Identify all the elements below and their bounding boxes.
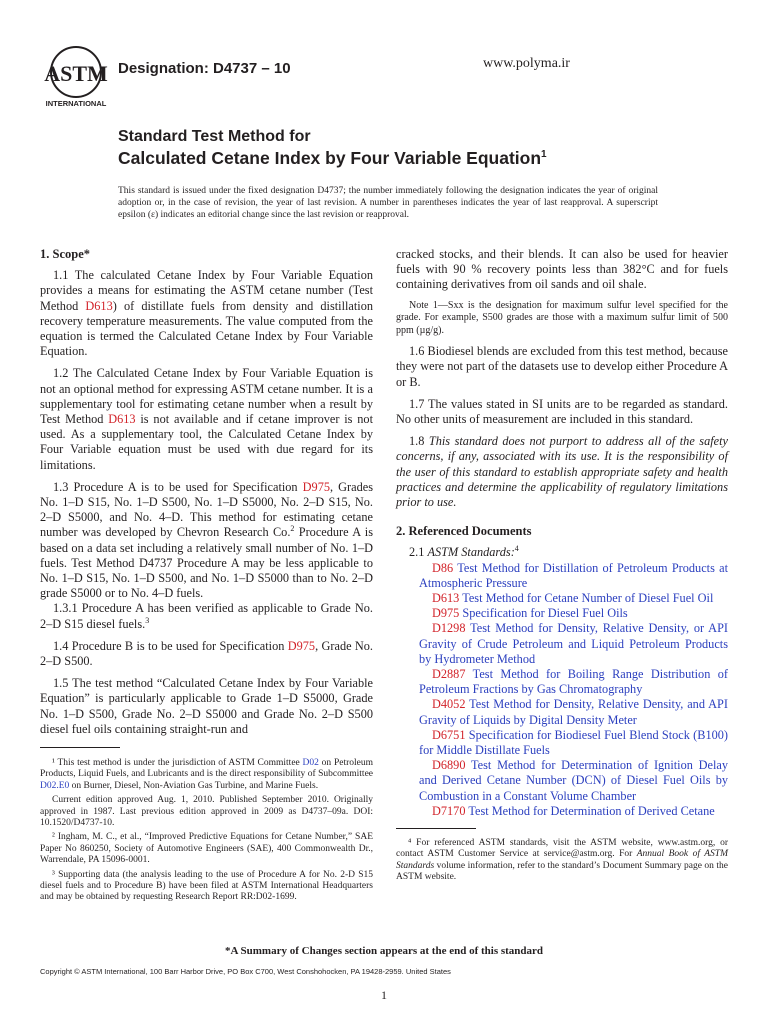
reference-item[interactable]: D4052 Test Method for Density, Relative Density, and API Gravity of Liquids by Digital Density Meter (419, 697, 728, 727)
title-line-2: Calculated Cetane Index by Four Variable Equation$^1$ (118, 148, 547, 168)
reference-item[interactable]: D86 Test Method for Distillation of Petroleum Products at Atmospheric Pressure (419, 560, 728, 590)
para-1-3-1: 1.3.1 Procedure A has been verified as applicable to Grade No. 2–D S15 diesel fuels.$^3$ (40, 601, 373, 631)
note-1: Note 1—Sxx is the designation for maximum sulfur level specified for the grade. For example, S500 grades are those with a maximum sulfur limit of 500 ppm (µg/g). (396, 299, 728, 336)
para-1-7: 1.7 The values stated in SI units are to be regarded as standard. No other units of measurement are included in this standard. (396, 396, 728, 426)
copyright: Copyright © ASTM International, 100 Barr Harbor Drive, PO Box C700, West Conshohocken, PA 19428-2959. United States (40, 967, 451, 976)
title-line-1: Standard Test Method for (118, 128, 311, 145)
reference-item[interactable]: D6751 Specification for Biodiesel Fuel Blend Stock (B100) for Middle Distillate Fuels (419, 727, 729, 757)
astm-logo (40, 44, 112, 110)
footnote-4: ⁴ For referenced ASTM standards, visit the ASTM website, www.astm.org, or contact ASTM Customer Service at service@astm.org. For Annual Book of ASTM Standards volume information, refer to the standard’s Document Summary page on the ASTM website. (396, 838, 728, 883)
footnote-1-edition: Current edition approved Aug. 1, 2010. Published September 2010. Originally approved in 1987. Last previous edition approved in 2009 as D4737–09a. DOI: 10.1520/D4737-10. (40, 795, 373, 829)
reference-item[interactable]: D975 Specification for Diesel Fuel Oils (432, 606, 628, 621)
ref-link-d975[interactable]: D975 (287, 638, 316, 653)
website: www.polyma.ir (483, 56, 570, 71)
reference-item[interactable]: D6890 Test Method for Determination of Ignition Delay and Derived Cetane Number (DCN) of Diesel Fuel Oils by Combustion in a Constant Volume Chamber (419, 758, 728, 803)
footnote-3: ³ Supporting data (the analysis leading to the use of Procedure A for No. 2-D S15 diesel fuels and to Procedure B) have been filed at ASTM International Headquarters and may be obtained by requesting Research Report RR:D02-1699. (40, 869, 373, 903)
para-2-1: 2.1 ASTM Standards:$^4$ (409, 544, 519, 560)
footnote-rule (396, 828, 476, 829)
footnote-rule (40, 747, 120, 748)
footnotes-left (40, 758, 373, 907)
para-1-2: 1.2 The Calculated Cetane Index by Four Variable Equation is not an optional method for expressing ASTM cetane number. It is a supplementary tool for estimating cetane number when a result by Test Method D613 is not available and if cetane improver is not used. As a supplementary tool, the Calculated Cetane Index by Four Variable equation must be used with due regard for its limitations. (40, 366, 373, 472)
para-1-8: 1.8 This standard does not purport to address all of the safety concerns, if any, associated with its use. It is the responsibility of the user of this standard to establish appropriate safety and health practices and determine the applicability of regulatory limitations prior to use. (396, 434, 728, 509)
referenced-documents-heading: 2. Referenced Documents (396, 524, 532, 539)
summary-of-changes-notice: *A Summary of Changes section appears at the end of this standard (224, 945, 544, 957)
logo-subtext: INTERNATIONAL (45, 99, 107, 108)
para-1-5: 1.5 The test method “Calculated Cetane Index by Four Variable Equation” is particularly applicable to Grade 1–D S5000, Grade No. 1–D S500, Grade No. 2–D S5000 and Grade No. 2–D S500 diesel fuel oils containing straight-run and (40, 676, 373, 736)
footnote-2: ² Ingham, M. C., et al., “Improved Predictive Equations for Cetane Number,” SAE Paper No 860250, Society of Automotive Engineers (SAE), 400 Commonwealth Dr., Warrendale, PA 15096-0001. (40, 832, 373, 866)
reference-item[interactable]: D2887 Test Method for Boiling Range Distribution of Petroleum Fractions by Gas Chromatography (419, 666, 728, 697)
intro-paragraph: This standard is issued under the fixed designation D4737; the number immediately following the designation indicates the year of original adoption or, in the case of revision, the year of last revision. A number in parentheses indicates the year of last reapproval. A superscript epsilon (ε) indicates an editorial change since the last revision or reapproval. (118, 186, 658, 220)
scope-heading: 1. Scope* (40, 247, 90, 261)
right-column (396, 247, 728, 819)
para-1-6: 1.6 Biodiesel blends are excluded from this test method, because they were not part of the datasets use to develop either Procedure A or B. (396, 344, 728, 389)
reference-item[interactable]: D1298 Test Method for Density, Relative Density, or API Gravity of Crude Petroleum and Liquid Petroleum Products by Hydrometer Method (419, 621, 728, 666)
reference-item[interactable]: D613 Test Method for Cetane Number of Diesel Fuel Oil (432, 590, 714, 605)
designation: Designation: D4737 – 10 (118, 60, 291, 77)
ref-link-d02-e0[interactable]: D02.E0 (40, 780, 70, 791)
ref-link-d613[interactable]: D613 (108, 412, 136, 427)
footnote-1: ¹ This test method is under the jurisdiction of ASTM Committee D02 on Petroleum Products, Liquid Fuels, and Lubricants and is the direct responsibility of Subcommittee D02.E0 on Burner, Diesel, Non-Aviation Gas Turbine, and Marine Fuels. (40, 758, 373, 791)
para-1-3: 1.3 Procedure A is to be used for Specification D975, Grades No. 1–D S15, No. 1–D S500, No. 1–D S5000, No. 2–D S15, No. 2–D S5000, and No. 4–D. This method for estimating cetane number was developed by Chevron Research Co.$^2$ Procedure A is based on a data set including a relatively small number of No. 1–D fuels. Test Method D4737 Procedure A may be less applicable to No. 1–D S15, No. 1–D S500, and No. 1–D S5000 than to No. 2–D grade S5000 or to No. 4–D fuels. (40, 479, 373, 601)
para-1-1: 1.1 The calculated Cetane Index by Four Variable Equation provides a means for estimating the ASTM cetane number (Test Method D613) of distillate fuels from density and distillation recovery temperature measurements. The value computed from the equation is termed the Calculated Cetane Index by Four Variable Equation. (40, 268, 373, 359)
ref-link-d02[interactable]: D02 (302, 758, 319, 768)
footnotes-right (396, 838, 728, 887)
logo-text: ASTM (44, 61, 108, 86)
reference-item[interactable]: D7170 Test Method for Determination of Derived Cetane (432, 803, 715, 818)
para-1-5-continued: cracked stocks, and their blends. It can also be used for heavier fuels with 90 % recovery points less than 382°C and for fuels containing derivatives from oil sands and oil shale. (396, 247, 728, 292)
para-1-4: 1.4 Procedure B is to be used for Specification D975, Grade No. 2–D S500. (40, 638, 374, 669)
left-column (40, 247, 373, 737)
ref-link-d975[interactable]: D975 (302, 479, 330, 494)
ref-link-d613[interactable]: D613 (85, 298, 113, 313)
page-number: 1 (381, 988, 387, 1002)
reference-list (396, 561, 728, 819)
